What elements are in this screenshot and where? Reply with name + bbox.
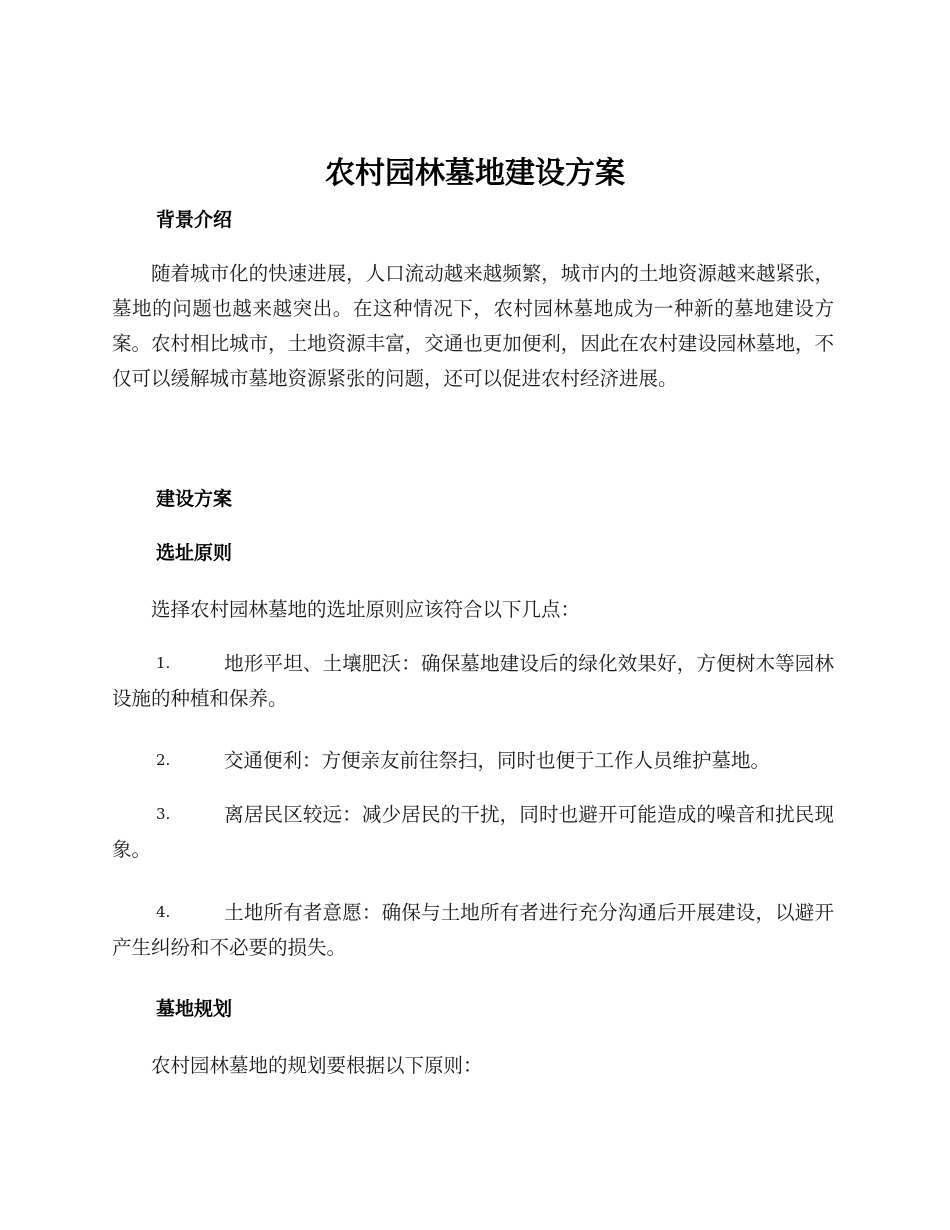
heading-background: 背景介绍 <box>156 209 233 231</box>
paragraph-background: 随着城市化的快速进展，人口流动越来越频繁，城市内的土地资源越来越紧张，墓地的问题也越来越突出。在这种情况下，农村园林墓地成为一种新的墓地建设方案。农村相比城市，土地资源丰富，交通也更加便利，因此在农村建设园林墓地，不仅可以缓解城市墓地资源紧张的问题，还可以促进农村经济进展。 <box>112 262 834 390</box>
list-number: 3. <box>156 805 171 823</box>
heading-site: 选址原则 <box>156 542 233 564</box>
document-title: 农村园林墓地建设方案 <box>325 156 625 191</box>
list-item-2 <box>112 743 834 778</box>
list-item-4 <box>112 895 834 965</box>
list-item-text: 地形平坦、土壤肥沃：确保墓地建设后的绿化效果好，方便树木等园林设施的种植和保养。 <box>112 652 834 710</box>
paragraph-site-intro: 选择农村园林墓地的选址原则应该符合以下几点： <box>151 598 581 621</box>
paragraph-layout-intro: 农村园林墓地的规划要根据以下原则： <box>151 1054 483 1077</box>
list-number: 1. <box>156 654 171 672</box>
list-item-text: 离居民区较远：减少居民的干扰，同时也避开可能造成的噪音和扰民现象。 <box>112 803 834 861</box>
list-item-3 <box>112 797 834 867</box>
heading-plan: 建设方案 <box>156 488 233 510</box>
list-number: 2. <box>156 751 171 769</box>
list-item-text: 土地所有者意愿：确保与土地所有者进行充分沟通后开展建设，以避开产生纠纷和不必要的损失。 <box>112 901 834 959</box>
heading-layout: 墓地规划 <box>156 998 233 1020</box>
list-item-text: 交通便利：方便亲友前往祭扫，同时也便于工作人员维护墓地。 <box>224 749 771 772</box>
list-item-1 <box>112 646 834 716</box>
list-number: 4. <box>156 903 171 921</box>
